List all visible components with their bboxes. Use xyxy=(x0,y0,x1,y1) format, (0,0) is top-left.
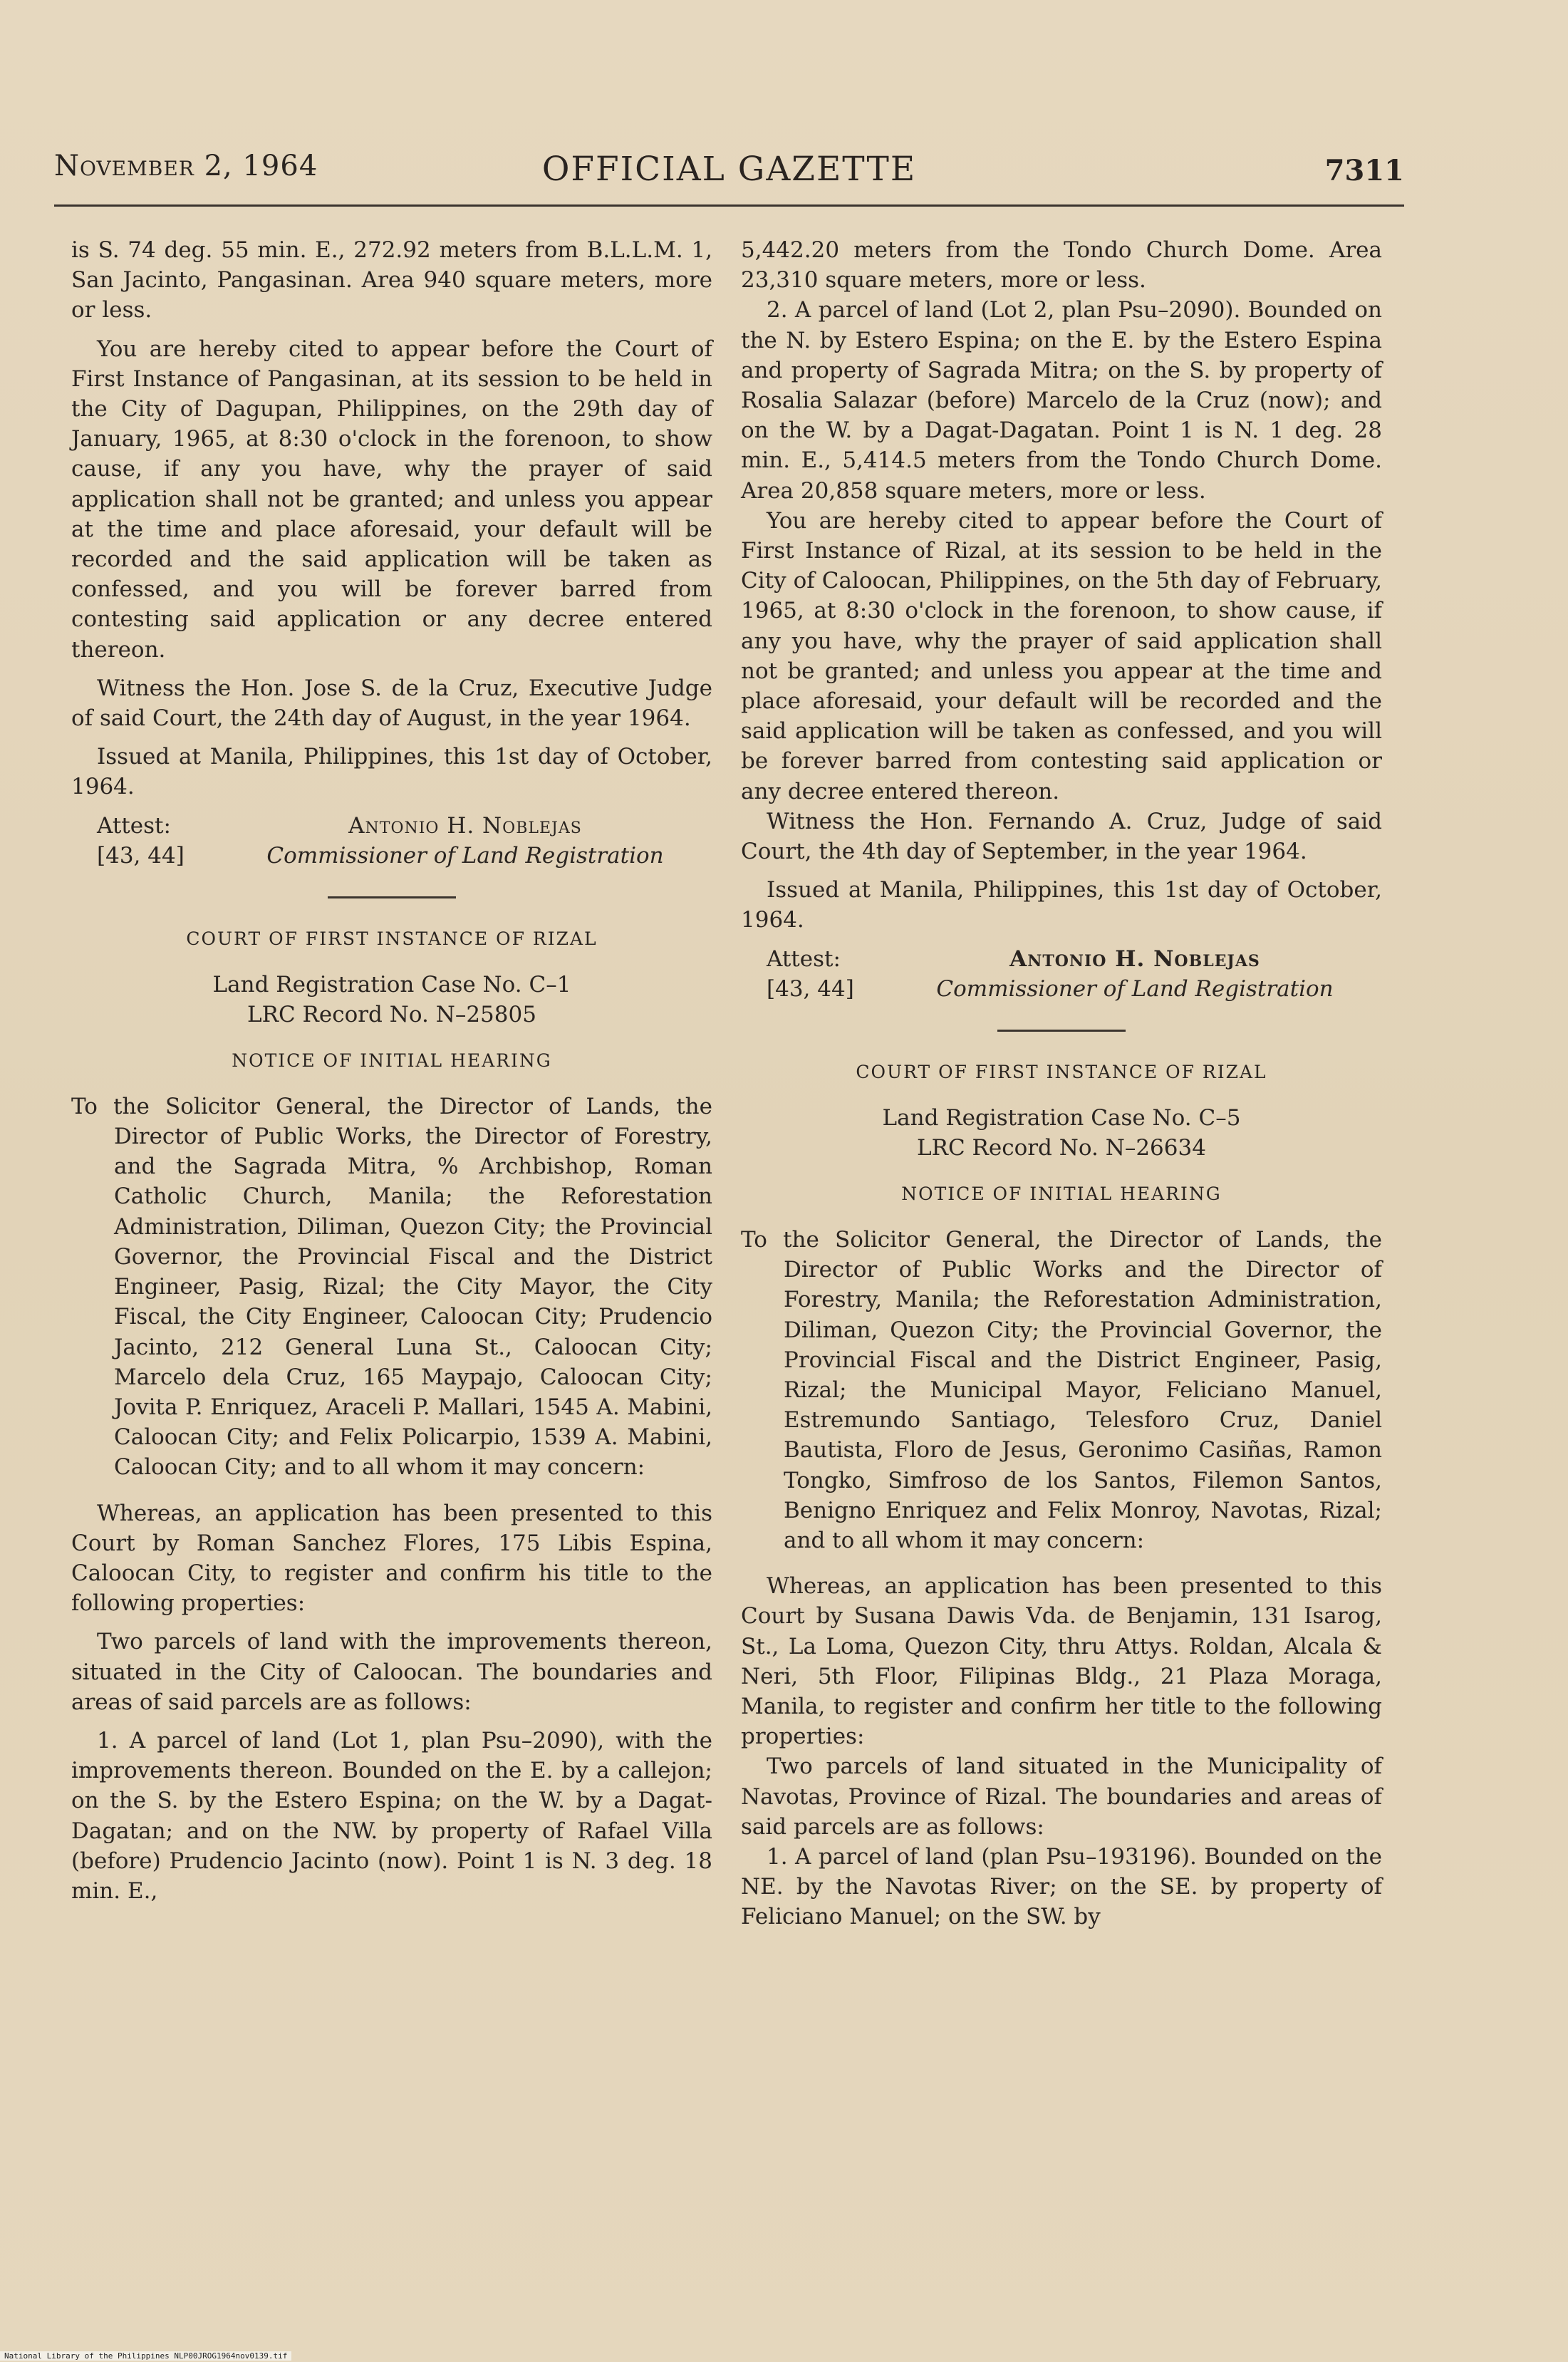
right-paragraph: Witness the Hon. Fernando A. Cruz, Judge of said Court, the 4th day of September, in the year 1964. xyxy=(741,808,1382,865)
header-date: November 2, 1964 xyxy=(54,150,318,182)
addressee-list: To the Solicitor General, the Director of Lands, the Director of Public Works and the Director of Forestry, Manila; the Reforestation Administration, Diliman, Quezon City; the Provincial Governor, the Provincial Fiscal and the District Engineer, Pasig, Rizal; the Municipal Mayor, Feliciano Manuel, Estremundo Santiago, Telesforo Cruz, Daniel Bautista, Floro de Jesus, Geronimo Casiñas, Ramon Tongko, Simfroso de los Santos, Filemon Santos, Benigno Enriquez and Felix Monroy, Navotas, Rizal; and to all whom it may concern: xyxy=(741,1226,1382,1553)
left-paragraph: You are hereby cited to appear before the Court of First Instance of Pangasinan, at its session to be held in the City of Dagupan, Philippines, on the 29th day of January, 1965, at 8:30 o'clock in the forenoon, to show cause, if any you have, why the prayer of said application shall not be granted; and unless you appear at the time and place aforesaid, your default will be recorded and the said application will be taken as confessed, and you will be forever barred from contesting said application or any decree entered thereon. xyxy=(71,336,712,663)
right-paragraph: Whereas, an application has been presented to this Court by Susana Dawis Vda. de Benjamin, 131 Isarog, St., La Loma, Quezon City, thru Attys. Roldan, Alcala & Neri, 5th Floor, Filipinas Bldg., 21 Plaza Moraga, Manila, to register and confirm her title to the following properties: xyxy=(741,1573,1382,1750)
case-number: Land Registration Case No. C–5 xyxy=(882,1105,1241,1131)
page-number: 7311 xyxy=(1324,154,1404,187)
right-paragraph: 5,442.20 meters from the Tondo Church Dome. Area 23,310 square meters, more or less. xyxy=(741,237,1382,294)
publication-title: OFFICIAL GAZETTE xyxy=(541,150,917,189)
attest-label: Attest: xyxy=(97,812,171,839)
attest-ref: [43, 44] xyxy=(97,842,185,869)
right-paragraph: Issued at Manila, Philippines, this 1st day of October, 1964. xyxy=(741,877,1382,933)
page-header xyxy=(54,150,1404,200)
attest-name: Antonio H. Noblejas xyxy=(1009,946,1260,972)
attest-name: Antonio H. Noblejas xyxy=(348,812,582,839)
section-divider xyxy=(997,1030,1126,1032)
left-column xyxy=(71,235,712,1906)
right-paragraph: You are hereby cited to appear before the Court of First Instance of Rizal, at its session to be held in the City of Caloocan, Philippines, on the 5th day of February, 1965, at 8:30 o'clock in the forenoon, to show cause, if any you have, why the prayer of said application shall not be granted; and unless you appear at the time and place aforesaid, your default will be recorded and the said application will be taken as confessed, and you will be forever barred from contesting said application or any decree entered thereon. xyxy=(741,507,1382,804)
record-number: LRC Record No. N–25805 xyxy=(247,1002,536,1028)
left-paragraph: Two parcels of land with the improvements thereon, situated in the City of Caloocan. The boundaries and areas of said parcels are as follows: xyxy=(71,1629,712,1715)
court-heading: COURT OF FIRST INSTANCE OF RIZAL xyxy=(186,928,598,950)
header-rule xyxy=(54,204,1404,207)
record-number: LRC Record No. N–26634 xyxy=(917,1135,1206,1161)
right-paragraph: Two parcels of land situated in the Municipality of Navotas, Province of Rizal. The boundaries and areas of said parcels are as follows: xyxy=(741,1754,1382,1840)
left-paragraph: Witness the Hon. Jose S. de la Cruz, Executive Judge of said Court, the 24th day of August, in the year 1964. xyxy=(71,675,712,732)
left-paragraph: is S. 74 deg. 55 min. E., 272.92 meters from B.L.L.M. 1, San Jacinto, Pangasinan. Area 940 square meters, more or less. xyxy=(71,237,712,323)
notice-heading: NOTICE OF INITIAL HEARING xyxy=(901,1183,1222,1204)
right-paragraph: 2. A parcel of land (Lot 2, plan Psu–2090). Bounded on the N. by Estero Espina; on the E. by the Estero Espina and property of Sagrada Mitra; on the S. by property of Rosalia Salazar (before) Marcelo de la Cruz (now); and on the W. by a Dagat-Dagatan. Point 1 is N. 1 deg. 28 min. E., 5,414.5 meters from the Tondo Church Dome. Area 20,858 square meters, more or less. xyxy=(741,297,1382,504)
attest-ref: [43, 44] xyxy=(767,975,854,1002)
court-heading: COURT OF FIRST INSTANCE OF RIZAL xyxy=(856,1062,1267,1083)
attest-title: Commissioner of Land Registration xyxy=(936,975,1334,1002)
case-number: Land Registration Case No. C–1 xyxy=(212,972,571,998)
attest-block xyxy=(71,811,712,871)
right-paragraph: 1. A parcel of land (plan Psu–193196). Bounded on the NE. by the Navotas River; on the SE. by property of Feliciano Manuel; on the SW. by xyxy=(741,1843,1382,1930)
attest-label: Attest: xyxy=(767,946,841,972)
notice-heading: NOTICE OF INITIAL HEARING xyxy=(232,1050,552,1071)
attest-title: Commissioner of Land Registration xyxy=(266,842,664,869)
right-column xyxy=(741,235,1382,1932)
left-paragraph: Whereas, an application has been presented to this Court by Roman Sanchez Flores, 175 Libis Espina, Caloocan City, to register and confirm his title to the following properties: xyxy=(71,1500,712,1617)
addressee-list: To the Solicitor General, the Director of Lands, the Director of Public Works, the Director of Forestry, and the Sagrada Mitra, % Archbishop, Roman Catholic Church, Manila; the Reforestation Administration, Diliman, Quezon City; the Provincial Governor, the Provincial Fiscal and the District Engineer, Pasig, Rizal; the City Mayor, the City Fiscal, the City Engineer, Caloocan City; Prudencio Jacinto, 212 General Luna St., Caloocan City; Marcelo dela Cruz, 165 Maypajo, Caloocan City; Jovita P. Enriquez, Araceli P. Mallari, 1545 A. Mabini, Caloocan City; and Felix Policarpio, 1539 A. Mabini, Caloocan City; and to all whom it may concern: xyxy=(71,1093,712,1481)
scan-footer: National Library of the Philippines NLP00JROG1964nov0139.tif xyxy=(0,2351,291,2361)
attest-block xyxy=(741,944,1382,1004)
left-paragraph: Issued at Manila, Philippines, this 1st day of October, 1964. xyxy=(71,744,712,800)
section-divider xyxy=(328,896,456,898)
left-paragraph: 1. A parcel of land (Lot 1, plan Psu–2090), with the improvements thereon. Bounded on the E. by a callejon; on the S. by the Estero Espina; on the W. by a Dagat-Dagatan; and on the NW. by property of Rafael Villa (before) Prudencio Jacinto (now). Point 1 is N. 3 deg. 18 min. E., xyxy=(71,1727,712,1904)
